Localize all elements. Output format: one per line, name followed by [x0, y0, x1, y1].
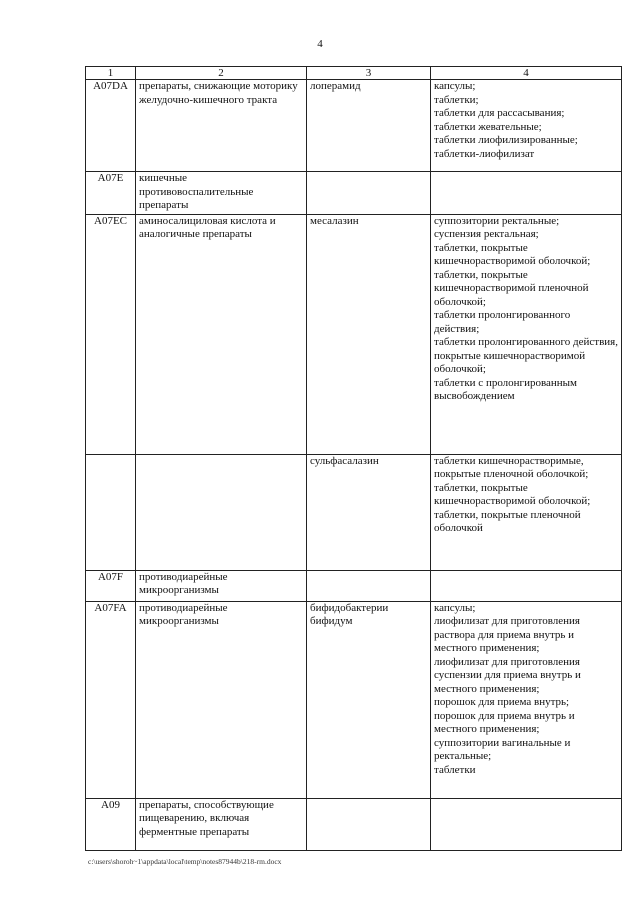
dosage-forms-cell — [431, 80, 622, 172]
drug-name-cell: месалазин — [307, 214, 431, 454]
dosage-form-item: таблетки жевательные; — [434, 120, 542, 133]
drug-name-cell: лоперамид — [307, 80, 431, 172]
drug-name-cell: сульфасалазин — [307, 454, 431, 570]
dosage-form-item: таблетки пролонгированного действия, покрытые кишечнорастворимой оболочкой; — [434, 336, 618, 375]
atc-code-cell: A07EC — [86, 214, 136, 454]
dosage-form-item: таблетки лиофилизированные; — [434, 134, 578, 146]
dosage-form-item: таблетки кишечнорастворимые, покрытые пленочной оболочкой; — [434, 454, 589, 480]
table-row — [86, 454, 622, 570]
drug-name-cell — [307, 798, 431, 850]
drug-name-cell — [307, 172, 431, 215]
table-body — [86, 80, 622, 851]
table-row — [86, 80, 622, 172]
drug-name-cell: бифидобактерии бифидум — [307, 601, 431, 798]
drug-name-cell — [307, 570, 431, 601]
dosage-form-item: суспензия ректальная; — [434, 228, 539, 240]
dosage-form-item: таблетки; — [434, 93, 479, 106]
table-row — [86, 172, 622, 215]
atc-code-cell — [86, 454, 136, 570]
dosage-form-item: порошок для приема внутрь и местного применения; — [434, 709, 575, 735]
group-name-cell: противодиарейные микроорганизмы — [136, 570, 307, 601]
atc-code-cell: A07E — [86, 172, 136, 215]
atc-code-cell: A09 — [86, 798, 136, 850]
table-row — [86, 570, 622, 601]
group-name-cell: препараты, способствующие пищеварению, включая ферментные препараты — [136, 798, 307, 850]
dosage-form-item: таблетки с пролонгированным высвобождением — [434, 376, 578, 402]
group-name-cell: противодиарейные микроорганизмы — [136, 601, 307, 798]
page-number: 4 — [317, 38, 323, 50]
dosage-forms-cell — [431, 214, 622, 454]
table-header-row — [86, 67, 622, 80]
dosage-forms-cell — [431, 798, 622, 850]
dosage-form-item: таблетки пролонгированного действия; — [434, 309, 571, 335]
group-name-cell: аминосалициловая кислота и аналогичные препараты — [136, 214, 307, 454]
atc-code-cell: A07F — [86, 570, 136, 601]
table-row — [86, 798, 622, 850]
dosage-forms-cell — [431, 570, 622, 601]
dosage-form-item: таблетки-лиофилизат — [434, 147, 535, 160]
dosage-form-item: лиофилизат для приготовления раствора для приема внутрь и местного применения; — [434, 615, 580, 654]
dosage-form-item: таблетки для рассасывания; — [434, 107, 565, 119]
dosage-forms-cell — [431, 454, 622, 570]
dosage-forms-cell — [431, 172, 622, 215]
dosage-form-item: капсулы; — [434, 601, 476, 614]
column-header: 4 — [431, 67, 622, 80]
dosage-form-item: таблетки — [434, 763, 476, 776]
dosage-forms-cell — [431, 601, 622, 798]
atc-code-cell: A07DA — [86, 80, 136, 172]
column-header: 3 — [307, 67, 431, 80]
group-name-cell — [136, 454, 307, 570]
atc-code-cell: A07FA — [86, 601, 136, 798]
dosage-form-item: лиофилизат для приготовления суспензии для приема внутрь и местного применения; — [434, 655, 581, 695]
column-header: 1 — [86, 67, 136, 80]
dosage-form-item: таблетки, покрытые кишечнорастворимой оболочкой; — [434, 241, 591, 267]
dosage-form-item: порошок для приема внутрь; — [434, 696, 570, 708]
dosage-form-item: капсулы; — [434, 80, 476, 92]
drug-table — [85, 66, 622, 851]
dosage-form-item: таблетки, покрытые кишечнорастворимой пленочной оболочкой; — [434, 268, 589, 308]
group-name-cell: препараты, снижающие моторику желудочно-кишечного тракта — [136, 80, 307, 172]
dosage-form-item: суппозитории ректальные; — [434, 214, 560, 227]
footer-file-path: c:\users\shoroh~1\appdata\local\temp\notes87944b\218-rm.docx — [88, 857, 282, 866]
dosage-form-item: суппозитории вагинальные и ректальные; — [434, 736, 571, 762]
group-name-cell: кишечные противовоспалительные препараты — [136, 172, 307, 215]
table-row — [86, 214, 622, 454]
table-row — [86, 601, 622, 798]
dosage-form-item: таблетки, покрытые пленочной оболочкой — [434, 508, 581, 534]
column-header: 2 — [136, 67, 307, 80]
dosage-form-item: таблетки, покрытые кишечнорастворимой оболочкой; — [434, 481, 591, 507]
